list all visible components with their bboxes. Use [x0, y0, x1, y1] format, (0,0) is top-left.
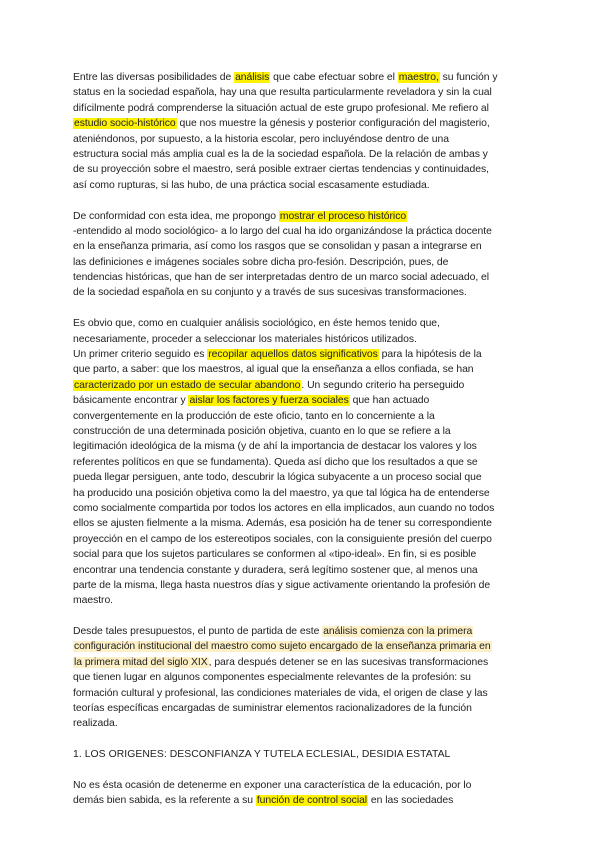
text-line: [73, 516, 533, 531]
text-line: [73, 270, 533, 285]
text-run: básicamente encontrar y: [73, 395, 189, 407]
text-run: encontrar una tendencia constante y duradera, será legítimo sostener que, al menos una: [73, 564, 478, 576]
text-run: así como rupturas, si las hubo, de una práctica social escasamente estudiada.: [73, 179, 430, 191]
paragraph-spacer: [73, 301, 533, 316]
text-run: 1. LOS ORIGENES: DESCONFIANZA Y TUTELA ECLESIAL, DESIDIA ESTATAL: [73, 749, 451, 761]
text-line: [73, 578, 533, 593]
text-line: [73, 285, 533, 300]
highlighted-text: mostrar el proceso histórico: [279, 210, 407, 222]
text-line: [73, 686, 533, 701]
document-body: [73, 70, 533, 809]
text-line: [73, 85, 533, 100]
text-line: [73, 147, 533, 162]
paragraph-spacer: [73, 763, 533, 778]
text-line: [73, 409, 533, 424]
text-run: formación cultural y profesional, las condiciones materiales de vida, el origen de clase y las: [73, 687, 488, 699]
text-line: [73, 209, 533, 224]
paragraph-spacer: [73, 609, 533, 624]
text-line: [73, 532, 533, 547]
text-run: ha producido una posición objetiva como la del maestro, ya que tal lógica ha de entenderse: [73, 487, 490, 499]
highlighted-text: maestro,: [398, 72, 439, 83]
text-line: [73, 255, 533, 270]
paragraph: [73, 70, 533, 193]
text-line: [73, 593, 533, 608]
highlighted-text: estudio socio-histórico: [74, 118, 176, 130]
text-run: que parto, a saber: que los maestros, al igual que la enseñanza a ellos confiada, se han: [73, 364, 474, 376]
text-line: [73, 486, 533, 501]
text-line: [73, 347, 533, 362]
text-run: estructura social más amplia cual es la de la sociedad española. De la relación de ambas y: [73, 148, 488, 160]
text-run: que nos muestre la génesis y posterior configuración del magisterio,: [176, 118, 490, 130]
text-run: como socialmente compartida por todos los actores en ella implicados, aun cuando no todos: [73, 502, 495, 514]
highlighted-text: recopilar aquellos datos significativos: [208, 349, 378, 361]
text-line: [73, 793, 533, 808]
text-line: [73, 547, 533, 562]
text-run: demás bien sabida, es la referente a su: [73, 795, 256, 807]
text-run: legitimación ideológica de la misma (y de ahí la importancia de destacar los valores y los: [73, 441, 477, 453]
text-line: [73, 393, 533, 408]
text-line: [73, 470, 533, 485]
text-run: . Un segundo criterio ha perseguido: [301, 379, 465, 391]
text-line: [73, 316, 533, 331]
text-run: las definiciones e imágenes sociales sobre dicha pro-fesión. Descripción, pues, de: [73, 256, 449, 268]
text-line: [73, 332, 533, 347]
text-run: en la enseñanza primaria, así como los rasgos que se consolidan y pasan a integrarse en: [73, 241, 482, 253]
text-run: Desde tales presupuestos, el punto de partida de este: [73, 626, 323, 638]
text-run: proyección en el campo de los estereotipos sociales, con la consiguiente presión del cuerpo: [73, 533, 492, 545]
text-line: [73, 639, 533, 654]
highlighted-text: análisis comienza con la primera: [323, 626, 473, 638]
text-run: de la sociedad española en su conjunto y a través de sus sucesivas transformaciones.: [73, 287, 467, 299]
text-run: social para que los sujetos particulares se conformen al «tipo-ideal». En fin, si es posible: [73, 549, 477, 561]
paragraph-spacer: [73, 732, 533, 747]
text-run: parte de la misma, llega hasta nuestros días y sigue activamente orientando la profesión de: [73, 579, 491, 591]
text-run: teorías específicas encargadas de suministrar elementos racionalizadores de la función: [73, 703, 472, 715]
text-line: [73, 378, 533, 393]
text-run: para la hipótesis de la: [378, 349, 482, 361]
text-run: referentes políticos en que se fundamenta). Queda así dicho que los resultados a que se: [73, 456, 478, 468]
highlighted-text: función de control social: [256, 795, 368, 807]
text-line: [73, 655, 533, 670]
text-run: Un primer criterio seguido es: [73, 349, 208, 361]
text-line: [73, 239, 533, 254]
highlighted-text: caracterizado por un estado de secular abandono: [74, 379, 301, 391]
text-run: De conformidad con esta idea, me propongo: [73, 210, 279, 222]
text-line: [73, 362, 533, 377]
text-line: [73, 162, 533, 177]
paragraph: [73, 316, 533, 608]
text-line: [73, 439, 533, 454]
highlighted-text: análisis: [235, 72, 270, 83]
text-run: que han actuado: [349, 395, 430, 407]
text-run: pueda llegar persiguen, ante todo, descubrir la lógica subyacente a un proceso social que: [73, 472, 482, 484]
text-run: realizada.: [73, 718, 118, 730]
text-run: Es obvio que, como en cualquier análisis sociológico, en éste hemos tenido que,: [73, 318, 440, 330]
text-run: status en la sociedad española, hay una que resulta particularmente reveladora y sin la cual: [73, 87, 492, 99]
text-run: No es ésta ocasión de detenerme en exponer una característica de la educación, por lo: [73, 779, 472, 791]
text-line: [73, 224, 533, 239]
text-line: [73, 70, 533, 85]
text-line: [73, 778, 533, 793]
text-run: necesariamente, proceder a seleccionar los materiales históricos utilizados.: [73, 333, 417, 345]
text-run: que tienen lugar en algunos componentes especialmente relevantes de la profesión: su: [73, 672, 471, 684]
text-line: [73, 747, 533, 762]
text-line: [73, 178, 533, 193]
text-run: , para después detener se en las sucesivas transformaciones: [208, 656, 489, 668]
paragraph-spacer: [73, 193, 533, 208]
text-run: difícilmente podrá comprenderse la situación actual de este grupo profesional. Me refiero al: [73, 102, 489, 114]
paragraph: [73, 778, 533, 809]
text-run: ateniéndonos, por supuesto, a la historia escolar, pero incluyéndose dentro de una: [73, 133, 449, 145]
highlighted-text: aislar los factores y fuerza sociales: [189, 395, 349, 407]
text-line: [73, 424, 533, 439]
highlighted-text: la primera mitad del siglo XIX: [74, 656, 208, 668]
text-line: [73, 563, 533, 578]
highlighted-text: configuración institucional del maestro como sujeto encargado de la enseñanza primaria en: [74, 641, 491, 653]
text-run: su función y: [439, 72, 498, 83]
text-run: de su proyección sobre el maestro, será posible extraer ciertas tendencias y continuidades,: [73, 164, 489, 176]
text-line: [73, 701, 533, 716]
text-line: [73, 501, 533, 516]
text-line: [73, 716, 533, 731]
text-line: [73, 670, 533, 685]
text-line: [73, 101, 533, 116]
text-run: ellos se ajusten fielmente a la misma. Además, esa posición ha de tener su correspondiente: [73, 518, 492, 530]
text-line: [73, 624, 533, 639]
paragraph: [73, 209, 533, 301]
text-run: Entre las diversas posibilidades de: [73, 72, 235, 83]
section-heading: [73, 747, 533, 762]
text-run: tendencias históricas, que han de ser interpretadas dentro de un marco social adecuado, el: [73, 272, 490, 284]
text-run: convergentemente en la producción de este oficio, tanto en lo concerniente a la: [73, 410, 435, 422]
text-run: maestro.: [73, 595, 114, 607]
text-line: [73, 132, 533, 147]
text-run: que cabe efectuar sobre el: [270, 72, 398, 83]
text-line: [73, 116, 533, 131]
text-run: -entendido al modo sociológico- a lo largo del cual ha ido organizándose la práctica docente: [73, 225, 492, 237]
text-line: [73, 455, 533, 470]
text-run: construcción de una determinada posición objetiva, cuanto en lo que se refiere a la: [73, 425, 451, 437]
paragraph: [73, 624, 533, 732]
text-run: en las sociedades: [368, 795, 454, 807]
